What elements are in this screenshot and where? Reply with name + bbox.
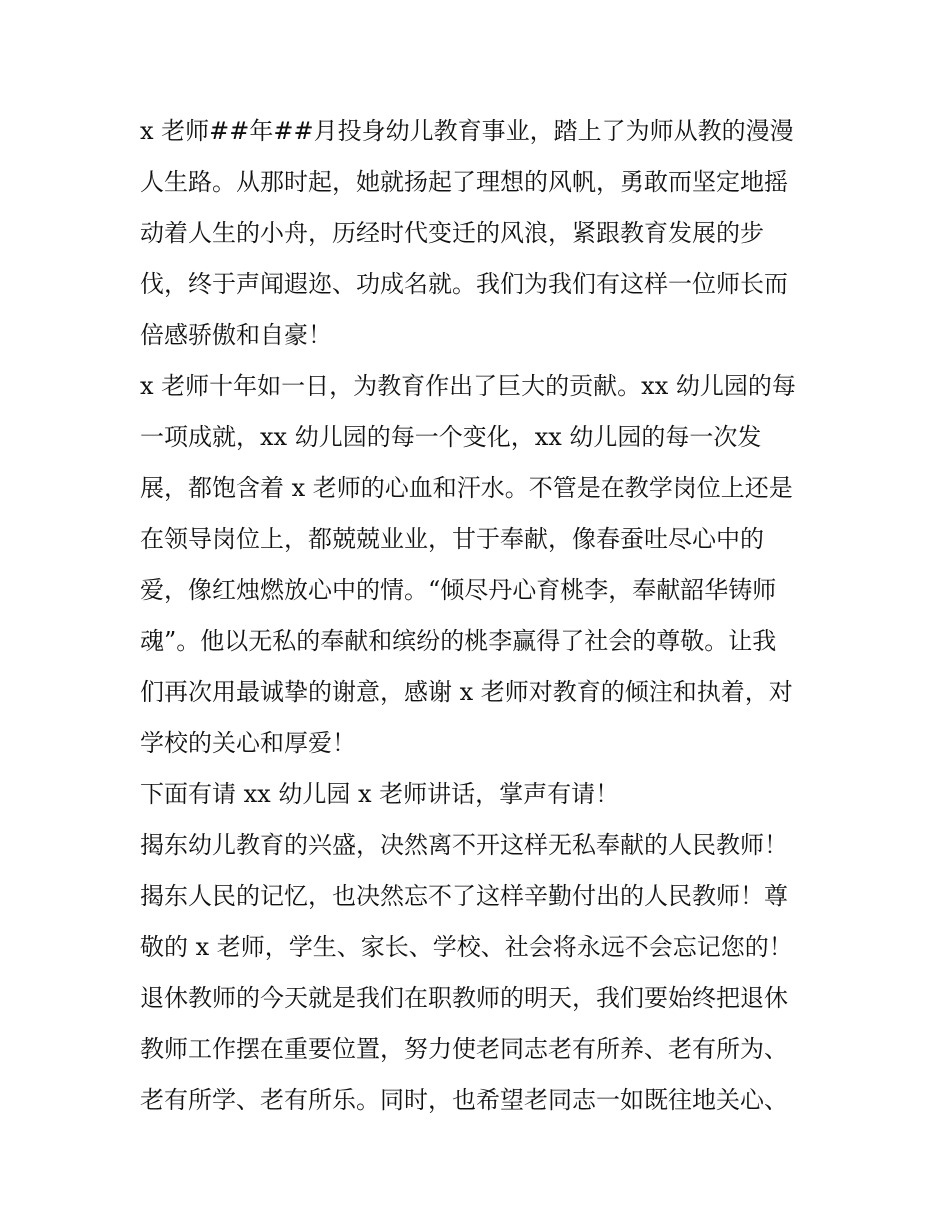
text-line: 在领导岗位上，都兢兢业业，甘于奉献，像春蚕吐尽心中的 xyxy=(140,525,764,553)
text-line: 敬的 x 老师，学生、家长、学校、社会将永远不会忘记您的！ xyxy=(140,933,793,961)
text-line: 伐，终于声闻遐迩、功成名就。我们为我们有这样一位师长而 xyxy=(140,270,788,298)
text-line: x 老师##年##月投身幼儿教育事业，踏上了为师从教的漫漫 xyxy=(140,117,794,145)
text-line: 一项成就，xx 幼儿园的每一个变化，xx 幼儿园的每一次发 xyxy=(140,423,762,451)
text-line: 魂”。他以无私的奉献和缤纷的桃李赢得了社会的尊敬。让我 xyxy=(140,627,777,655)
text-line: 下面有请 xx 幼儿园 x 老师讲话，掌声有请！ xyxy=(140,780,620,808)
text-line: 教师工作摆在重要位置，努力使老同志老有所养、老有所为、 xyxy=(140,1035,788,1063)
text-line: 老有所学、老有所乐。同时，也希望老同志一如既往地关心、 xyxy=(140,1086,788,1114)
document-body xyxy=(140,106,820,1126)
text-line: 揭东幼儿教育的兴盛，决然离不开这样无私奉献的人民教师！ xyxy=(140,831,788,859)
text-line: 揭东人民的记忆，也决然忘不了这样辛勤付出的人民教师！尊 xyxy=(140,882,788,910)
text-line: 展，都饱含着 x 老师的心血和汗水。不管是在教学岗位上还是 xyxy=(140,474,793,502)
text-line: 学校的关心和厚爱！ xyxy=(140,729,356,757)
text-line: 倍感骄傲和自豪！ xyxy=(140,321,332,349)
text-line: 退休教师的今天就是我们在职教师的明天，我们要始终把退休 xyxy=(140,984,788,1012)
text-line: 人生路。从那时起，她就扬起了理想的风帆，勇敢而坚定地摇 xyxy=(140,168,788,196)
text-line: 爱，像红烛燃放心中的情。“倾尽丹心育桃李，奉献韶华铸师 xyxy=(140,576,777,604)
text-line: 动着人生的小舟，历经时代变迁的风浪，紧跟教育发展的步 xyxy=(140,219,764,247)
text-line: 们再次用最诚挚的谢意，感谢 x 老师对教育的倾注和执着，对 xyxy=(140,678,793,706)
text-line: x 老师十年如一日，为教育作出了巨大的贡献。xx 幼儿园的每 xyxy=(140,372,796,400)
